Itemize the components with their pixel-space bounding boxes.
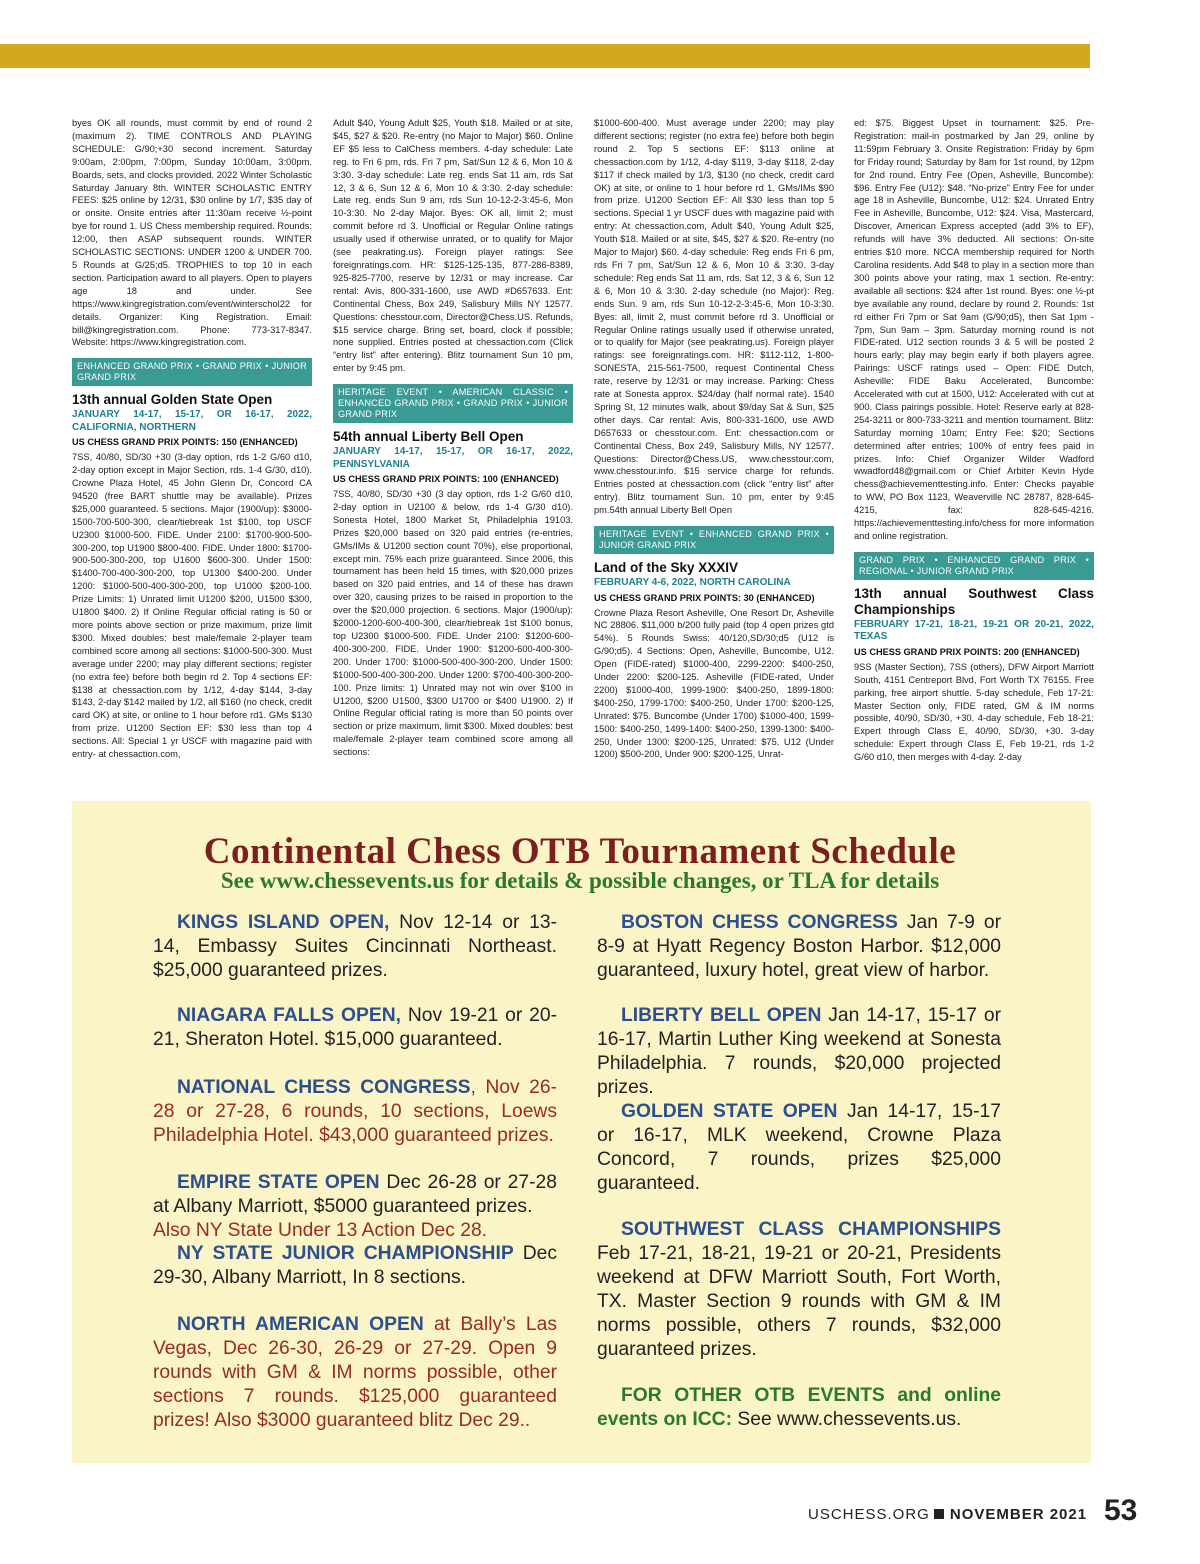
event-info: Feb 17-21, 18-21, 19-21 or 20-21, Presidents weekend at DFW Marriott South, Fort Worth, TX. Master Section 9 rounds with GM & IM norms possible, others 7 rounds, $32,000 guaranteed prizes. — [597, 1243, 1001, 1360]
schedule-entry-kings-island — [153, 911, 557, 983]
event-category-band: HERITAGE EVENT • ENHANCED GRAND PRIX • JUNIOR GRAND PRIX — [594, 526, 834, 554]
schedule-subtitle: See www.chessevents.us for details & possible changes, or TLA for details — [220, 868, 940, 893]
event-category-band: GRAND PRIX • ENHANCED GRAND PRIX • REGIONAL • JUNIOR GRAND PRIX — [854, 552, 1094, 580]
event-title: 13th annual Golden State Open — [72, 392, 273, 408]
schedule-entry-empire-state — [153, 1171, 557, 1243]
event-info: , Nov 26-28 or 27-28, 6 rounds, 10 sections, Loews Philadelphia Hotel. $43,000 guaranteed prizes. — [153, 1077, 557, 1146]
text-column-4 — [854, 117, 1094, 764]
schedule-entry-other-events — [597, 1384, 1001, 1432]
footer-site: USCHESS.ORG — [808, 1506, 930, 1523]
event-dates: JANUARY 14-17, 15-17, OR 16-17, 2022, PENNSYLVANIA — [333, 446, 573, 470]
event-info: Jan 7-9 or 8-9 at Hyatt Regency Boston Harbor. $12,000 guaranteed, luxury hotel, great view of harbor. — [597, 912, 1001, 981]
event-category-band: ENHANCED GRAND PRIX • GRAND PRIX • JUNIOR GRAND PRIX — [72, 358, 312, 386]
event-info: Nov 12-14 or 13-14, Embassy Suites Cincinnati Northeast. $25,000 guaranteed prizes. — [153, 912, 558, 981]
footer — [808, 1506, 1087, 1523]
event-category-band: HERITAGE EVENT • AMERICAN CLASSIC • ENHANCED GRAND PRIX • GRAND PRIX • JUNIOR GRAND PRIX — [333, 384, 573, 423]
top-accent-bar — [0, 44, 1090, 68]
event-info: Dec 29-30, Albany Marriott, In 8 sections. — [153, 1243, 558, 1288]
event-title: Land of the Sky XXXIV — [594, 560, 739, 576]
event-name: NATIONAL CHESS CONGRESS — [177, 1077, 471, 1098]
schedule-title: Continental Chess OTB Tournament Schedule — [203, 831, 957, 872]
schedule-entry-national-chess-congress — [153, 1076, 557, 1148]
event-name: BOSTON CHESS CONGRESS — [621, 912, 898, 933]
event-name: FOR OTHER OTB EVENTS and online events on ICC: — [597, 1385, 1001, 1430]
schedule-entry-north-american — [153, 1313, 557, 1433]
schedule-entry-liberty-bell — [597, 1004, 1001, 1100]
event-name: EMPIRE STATE OPEN — [177, 1172, 380, 1193]
schedule-entry-ny-state-junior — [153, 1242, 557, 1290]
grand-prix-points: US CHESS GRAND PRIX POINTS: 30 (ENHANCED) — [594, 592, 815, 603]
event-info: Nov 19-21 or 20-21, Sheraton Hotel. $15,000 guaranteed. — [153, 1005, 558, 1050]
event-name: NORTH AMERICAN OPEN — [177, 1314, 424, 1335]
event-info: Jan 14-17, 15-17 or 16-17, Martin Luther King weekend at Sonesta Philadelphia. 7 rounds, $20,000 projected prizes. — [597, 1005, 1001, 1098]
square-icon — [934, 1509, 944, 1519]
event-details: Crowne Plaza Resort Asheville, One Resort Dr, Asheville NC 28806. $11,000 b/200 fully paid (top 4 open prizes gtd 54%). 5 Rounds Swiss: 40/120,SD/30;d5 (U12 is G/90;d5). 4 Sections: Open, Asheville, Buncombe, U12. Open (FIDE-rated) $1000-400, 2299-2200: $400-250, Under 2200: $200-125. Asheville (FIDE-rated, Under 2200) $1000-400, 1999-1900: $400-250, 1899-1800: $400-250, 1799-1700: $400-250, Under 1700: $200-125, Unrated: $75. Buncombe (Under 1700) $1000-400, 1599-1500: $400-250, 1499-1400: $400-250, 1399-1300: $400-250, Under 1300: $200-125, Unrated: $75. U12 (Under 1200) $500-200, Under 900: $200-125, Unrat- — [594, 607, 834, 760]
column-text: byes OK all rounds, must commit by end of round 2 (maximum 2). TIME CONTROLS AND PLAYING SCHEDULE: G/90;+30 second increment. Saturday 9:00am, 2:00pm, 7:00pm, Sunday 10:00am, 3:00pm. Boards, sets, and clocks provided. 2022 Winter Scholastic Saturday January 8th. WINTER SCHOLASTIC ENTRY FEES: $25 online by 12/31, $30 online by 1/7, $35 day of or onsite. Onsite entries after 11:30am receive ½-point bye for round 1. US Chess membership required. Rounds: 12:00, then ASAP subsequent rounds. WINTER SCHOLASTIC SECTIONS: UNDER 1200 & UNDER 700. 5 Rounds at G/25;d5. TROPHIES to top 10 in each section. Participation award to all players. Open to players age 18 and under. See https://www.kingregistration.com/event/winterschol22 for details. Organizer: King Registration. Email: bill@kingregistration.com. Phone: 773-317-8347. Website: https://www.kingregistration.com. — [72, 118, 312, 348]
event-dates: FEBRUARY 4-6, 2022, NORTH CAROLINA — [594, 577, 791, 589]
schedule-entry-niagara-falls — [153, 1004, 557, 1052]
event-dates: FEBRUARY 17-21, 18-21, 19-21 OR 20-21, 2022, TEXAS — [854, 618, 1094, 643]
text-column-1 — [72, 117, 312, 761]
event-dates: JANUARY 14-17, 15-17, OR 16-17, 2022, CALIFORNIA, NORTHERN — [72, 409, 312, 433]
schedule-entry-golden-state — [597, 1100, 1001, 1196]
footer-issue: NOVEMBER 2021 — [949, 1506, 1088, 1523]
grand-prix-points: US CHESS GRAND PRIX POINTS: 100 (ENHANCED) — [333, 474, 559, 485]
event-name: SOUTHWEST CLASS CHAMPIONSHIPS — [621, 1219, 1001, 1240]
grand-prix-points: US CHESS GRAND PRIX POINTS: 200 (ENHANCED) — [854, 646, 1080, 657]
event-extra-info: Also NY State Under 13 Action Dec 28. — [153, 1220, 488, 1241]
event-details: 9SS (Master Section), 7SS (others), DFW Airport Marriott South, 4151 Centreport Blvd, Fort Worth TX 76155. Free parking, free airport shuttle. 5-day schedule, Feb 17-21: Master Section only, FIDE rated, GM & IM norms possible, 40/90, SD/30, +30. 4-day schedule, Feb 18-21: Expert through Class E, 40/90, SD/30, +30. 3-day schedule: Expert through Class E, Feb 19-21, rds 1-2 G/60 d10, then merges with 4-day. 2-day — [854, 661, 1094, 763]
event-info: Dec 26-28 or 27-28 at Albany Marriott, $5000 guaranteed prizes. — [153, 1172, 557, 1217]
event-title: 13th annual Southwest Class Championships — [854, 585, 1094, 617]
column-text: ed: $75. Biggest Upset in tournament: $25. Pre-Registration: mail-in postmarked by Jan 29, online by 11:59pm February 3. Onsite Registration: Friday by 6pm for Friday round; Saturday by 8am for 1st round, by 12pm for 2nd round. Entry Fee (Open, Asheville, Buncombe): $96. Entry Fee (U12): $48. “No-prize” Entry Fee for under age 18 in Asheville, Buncombe, U12: $24. Unrated Entry Fee in Asheville, Buncombe, U12: $24. Visa, Mastercard, Discover, American Express accepted (add 3% to EF), refunds will have 3% deducted. All sections: On-site entries $10 more. NCCA membership required for North Carolina residents. Add $48 to play in a section more than 300 points above your rating, max 1 section. Re-entry: available all sections: $24 after 1st round. Byes: one ½-pt bye available any round, declare by round 2. Rounds: 1st rd either Fri 7pm or Sat 9am (G/90;d5), then Sat 1pm - 7pm, Sun 9am – 3pm. Saturday morning round is not FIDE-rated. U12 section rounds 3 & 5 will be posted 2 hours early; play may begin early if both players agree. Pairings: USCF ratings used – Open: FIDE Dutch, Asheville: FIDE Baku Accelerated, Buncombe: Accelerated with cut at 1500, U12: Accelerated with cut at 900. Class pairings possible. Hotel: Reserve early at 828-254-3211 or 800-733-3211 and mention tournament. Blitz: Saturday morning 10am; Entry Fee: $20; Sections determined after entries; 100% of entry fees paid in prizes. Info: Chief Organizer Wilder Wadford wwadford48@gmail.com or Chief Arbiter Kevin Hyde chess@achievementtesting.info. Enter: Checks payable to WW, PO Box 1123, Weaverville NC 28787, 828-645-4215, fax: 828-645-4216. https://achievementtesting.info/chess for more information and online registration. — [854, 118, 1094, 541]
text-column-2 — [333, 117, 573, 759]
event-title: 54th annual Liberty Bell Open — [333, 429, 524, 445]
event-info: Jan 14-17, 15-17 or 16-17, MLK weekend, Crowne Plaza Concord, 7 rounds, prizes $25,000 guaranteed. — [597, 1101, 1001, 1194]
text-column-3 — [594, 117, 834, 761]
event-name: NIAGARA FALLS OPEN, — [177, 1005, 402, 1026]
event-name: GOLDEN STATE OPEN — [621, 1101, 838, 1122]
grand-prix-points: US CHESS GRAND PRIX POINTS: 150 (ENHANCED) — [72, 437, 298, 448]
event-name: KINGS ISLAND OPEN, — [177, 912, 390, 933]
schedule-entry-boston — [597, 911, 1001, 983]
event-info: See www.chessevents.us. — [732, 1409, 962, 1430]
page-number: 53 — [1104, 1494, 1138, 1527]
event-details: 7SS, 40/80, SD/30 +30 (3-day option, rds 1-2 G/60 d10, 2-day option except in Major Section, rds. 1-4 G/30, d10). Crowne Plaza Hotel, 45 John Glenn Dr, Concord CA 94520 (free BART shuttle may be available). Prizes $25,000 guaranteed. 5 sections. Major (1900/up): $3000-1500-700-500-300, clear/tiebreak 1st $100, top USCF U2300 $1000-500. FIDE. Under 2100: $1700-900-500-300-200, top U1900 $800-400. FIDE. Under 1800: $1700-900-500-300-200, top U1600 $600-300. Under 1500: $1400-700-400-300-200, top U1300 $400-200. Under 1200: $1000-500-400-300-200, top U1000 $200-100. Prize Limits: 1) Unrated limit U1200 $200, U1500 $300, U1800 $400. 2) If Online Regular official rating is 50 or more points above section or prize maximum, prize limit $300. Mixed doubles: best male/female 2-player team combined score among all sections: $1000-500-300. Must average under 2200; may play different sections; register (no extra fee) before both begin rd 2. Top 4 sections EF: $138 at chessaction.com by 1/12, 4-day $144, 3-day $143, 2-day $142 mailed by 1/2, all $160 (no check, credit card OK) at site, or online to 1 hour before rd1. GMs $130 from prize. U1200 Section EF: $30 less than top 4 sections. All: Special 1 yr USCF with magazine paid with entry- at chessaction.com, — [72, 452, 312, 760]
column-text: Adult $40, Young Adult $25, Youth $18. Mailed or at site, $45, $27 & $20. Re-entry (no Major to Major) $60. Online EF $5 less to CalChess members. 4-day schedule: Late reg. to Fri 6 pm, rds. Fri 7 pm, Sat/Sun 12 & 6, Mon 10 & 3:30. 3-day schedule: Late reg. ends Sat 11 am, rds Sat 12, 3 & 6, Sun 12 & 6, Mon 10 & 3:30. 2-day schedule: Late reg. ends Sun 9 am, rds Sun 10-12-2-3:45-6, Mon 10-3:30. No 2-day Major. Byes: OK all, limit 2; must commit before rd 3. Unofficial or Regular Online ratings usually used if otherwise unrated, or to qualify for Major (see peakrating.us). Foreign player ratings: See foreignratings.com. HR: $125-125-135, 877-286-8389, 925-825-7700, reserve by 12/31 or may increase. Car rental: Avis, 800-331-1600, use AWD #D657633. Ent: Continental Chess, Box 249, Salisbury Mills NY 12577. Questions: chesstour.com, Director@Chess.US. Refunds, $15 service charge. Bring set, board, clock if possible; none supplied. Entries posted at chessaction.com (Click “entry list” after entering). Blitz tournament Sun 10 pm, enter by 9:45 pm. — [333, 118, 573, 374]
event-name: LIBERTY BELL OPEN — [621, 1005, 822, 1026]
event-details: 7SS, 40/80, SD/30 +30 (3 day option, rds 1-2 G/60 d10, 2-day option in U2100 & below, rds 1-4 G/30 d10). Sonesta Hotel, 1800 Market St, Philadelphia 19103. Prizes $20,000 based on 320 paid entries (re-entries, GMs/IMs & U1200 section count 70%), else proportional, except min. 75% each prize guaranteed. Since 2006, this tournament has been held 15 times, with $20,000 prizes based on 320 paid entries, and 14 of these has drawn over 320, causing prizes to be raised in proportion to the over the $20,000 projection. 6 sections. Major (1900/up): $2000-1200-600-400-300, clear/tiebreak 1st $100 bonus, top U2300 $1000-500. FIDE. Under 2100: $1200-600-400-300-200. FIDE. Under 1900: $1200-600-400-300-200. Under 1700: $1000-500-400-300-200. Under 1500: $1000-500-400-300-200. Under 1200: $700-400-300-200-100. Prize limits: 1) Unrated may not win over $100 in U1200, $200 U1500, $300 U1700 or $400 U1900. 2) If Online Regular official rating is more than 50 points over section or prize maximum, limit $300. Mixed doubles: best male/female 2-player team combined score among all sections: — [333, 489, 573, 758]
schedule-entry-southwest-class — [597, 1218, 1001, 1362]
column-text: $1000-600-400. Must average under 2200; may play different sections; register (no extra fee) before both begin round 2. Top 5 sections EF: $113 online at chessaction.com by 1/12, 4-day $119, 3-day $118, 2-day $117 if check mailed by 1/3, $130 (no check, credit card OK) at site, or online to 1 hour before rd 1. GMs/IMs $90 from prize. U1200 Section EF: All $30 less than top 5 sections. Special 1 yr USCF dues with magazine paid with entry: At chessaction.com, Adult $40, Young Adult $25, Youth $18. Mailed or at site, $45, $27 & $20. Re-entry (no Major to Major) $60. 4-day schedule: Reg ends Fri 6 pm, rds Fri 7 pm, Sat/Sun 12 & 6, Mon 10 & 3:30. 3-day schedule: Reg ends Sat 11 am, rds. Sat 12, 3 & 6, Sun 12 & 6, Mon 10 & 3:30. 2-day schedule (no Major): Reg. ends Sun. 9 am, rds Sun 10-12-2-3:45-6, Mon 10-3:30. Byes: all, limit 2, must commit before rd 3. Unofficial or Regular Online ratings usually used if otherwise unrated, or to qualify for Major (see peakrating.us). Foreign player ratings: see foreignratings.com. HR: $112-112, 1-800-SONESTA, 215-561-7500, request Continental Chess rate, reserve by 12/31 or may increase. Parking: Chess rate at Sonesta approx. $24/day (half normal rate). 1540 Spring St, 12 minutes walk, about $9/day Sat & Sun, $25 other days. Car rental: Avis, 800-331-1600, use AWD D657633 or chesstour.com. Ent: chessaction.com or Continental Chess, Box 249, Salisbury Mills, NY 12577. Questions: Director@Chess.US, www.chesstour.com, www.chesstour.info. $15 service charge for refunds. Entries posted at chessaction.com (click “entry list” after entry). Blitz tournament Sun. 10 pm, enter by 9:45 pm.54th annual Liberty Bell Open — [594, 118, 834, 516]
event-info: at Bally’s Las Vegas, Dec 26-30, 26-29 or 27-29. Open 9 rounds with GM & IM norms possible, other sections 7 rounds. $125,000 guaranteed prizes! Also $3000 guaranteed blitz Dec 29.. — [153, 1314, 557, 1431]
event-name: NY STATE JUNIOR CHAMPIONSHIP — [177, 1243, 514, 1264]
